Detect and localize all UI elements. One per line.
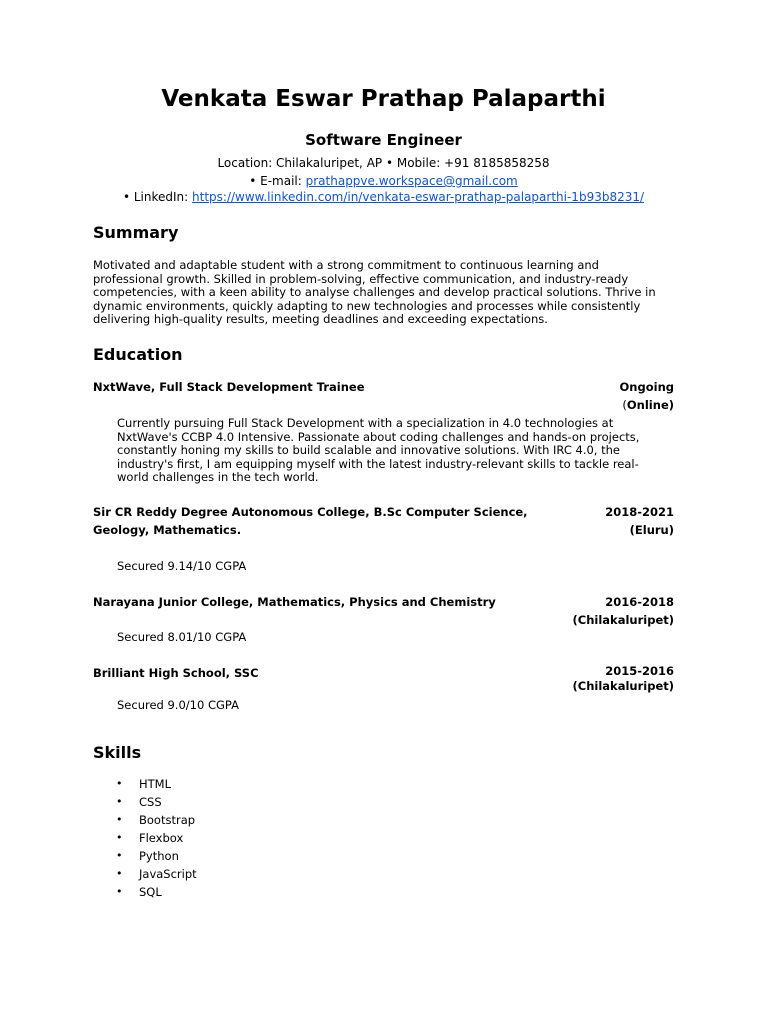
skills-list [93, 775, 197, 901]
skill-item [93, 865, 197, 883]
email-link[interactable]: prathappve.workspace@gmail.com [305, 174, 518, 188]
education-institution: Brilliant High School, SSC [93, 666, 259, 680]
skill-label: Python [139, 849, 179, 863]
email-prefix: • E-mail: [249, 174, 306, 188]
education-period-location [620, 378, 674, 414]
linkedin-link[interactable]: https://www.linkedin.com/in/venkata-eswar-prathap-palaparthi-1b93b8231/ [192, 190, 645, 204]
education-heading: Education [93, 345, 183, 364]
location-text: Online) [626, 398, 674, 412]
education-period: 2015-2016 [605, 664, 674, 678]
email-line [93, 174, 674, 188]
skill-label: Bootstrap [139, 813, 196, 827]
skill-item [93, 811, 197, 829]
skills-heading: Skills [93, 743, 142, 762]
education-grade: Secured 9.14/10 CGPA [117, 559, 247, 573]
education-location: (Chilakaluripet) [572, 613, 674, 627]
bullet-icon: • [116, 831, 123, 844]
summary-line: competencies, with a keen ability to analyse challenges and develop practical solutions. Thrive in [93, 285, 656, 299]
bullet-icon: • [116, 777, 123, 790]
description-line: industry's first, I am equipping myself with the latest industry-relevant skills to tackle real- [117, 456, 639, 471]
education-grade: Secured 8.01/10 CGPA [117, 630, 247, 644]
skill-label: Flexbox [139, 831, 184, 845]
education-description [117, 417, 677, 485]
skill-label: HTML [139, 777, 172, 791]
education-period: Ongoing [619, 380, 674, 394]
description-line: Currently pursuing Full Stack Development with a specialization in 4.0 technologies at [117, 416, 614, 430]
summary-line: dynamic environments, quickly adapting to new technologies and processes while consistently [93, 298, 641, 313]
bullet-icon: • [116, 795, 123, 808]
skill-item [93, 793, 197, 811]
education-period-location [605, 503, 674, 539]
education-institution [93, 503, 528, 539]
education-period: 2018-2021 [605, 505, 674, 519]
skill-item [93, 829, 197, 847]
job-title: Software Engineer [305, 131, 462, 149]
education-grade: Secured 9.0/10 CGPA [117, 698, 239, 712]
education-location: (Eluru) [629, 523, 674, 537]
description-line: world challenges in the tech world. [117, 470, 319, 484]
summary-line: Motivated and adaptable student with a strong commitment to continuous learning and [93, 258, 599, 272]
skill-label: CSS [139, 795, 162, 809]
paren-open: ( [622, 398, 627, 412]
summary-line: professional growth. Skilled in problem-solving, effective communication, and industry-ready [93, 271, 629, 286]
linkedin-line [93, 190, 674, 204]
education-period-location [573, 593, 674, 629]
skill-item [93, 883, 197, 901]
candidate-name: Venkata Eswar Prathap Palaparthi [161, 86, 606, 112]
bullet-icon: • [116, 885, 123, 898]
location-mobile-line: Location: Chilakaluripet, AP • Mobile: +91 8185858258 [217, 156, 550, 170]
institution-line: Geology, Mathematics. [93, 523, 242, 537]
education-location: (Chilakaluripet) [572, 679, 674, 693]
education-period: 2016-2018 [605, 595, 674, 609]
education-location [620, 396, 674, 414]
summary-text [93, 259, 673, 327]
skill-item [93, 847, 197, 865]
bullet-icon: • [116, 813, 123, 826]
summary-line: delivering high-quality results, meeting deadlines and exceeding expectations. [93, 312, 548, 326]
description-line: constantly honing my skills to build scalable and innovative solutions. With IRC 4.0, the [117, 443, 620, 457]
education-period-location [573, 664, 674, 694]
linkedin-prefix: • LinkedIn: [122, 190, 193, 204]
institution-line: Sir CR Reddy Degree Autonomous College, B.Sc Computer Science, [93, 505, 528, 519]
summary-heading: Summary [93, 223, 179, 242]
description-line: NxtWave's CCBP 4.0 Intensive. Passionate about coding challenges and hands-on projects, [117, 429, 640, 444]
skill-label: SQL [139, 885, 162, 899]
bullet-icon: • [116, 867, 123, 880]
education-institution: NxtWave, Full Stack Development Trainee [93, 380, 365, 394]
education-institution: Narayana Junior College, Mathematics, Physics and Chemistry [93, 595, 496, 609]
skill-item [93, 775, 197, 793]
bullet-icon: • [116, 849, 123, 862]
skill-label: JavaScript [139, 867, 197, 881]
